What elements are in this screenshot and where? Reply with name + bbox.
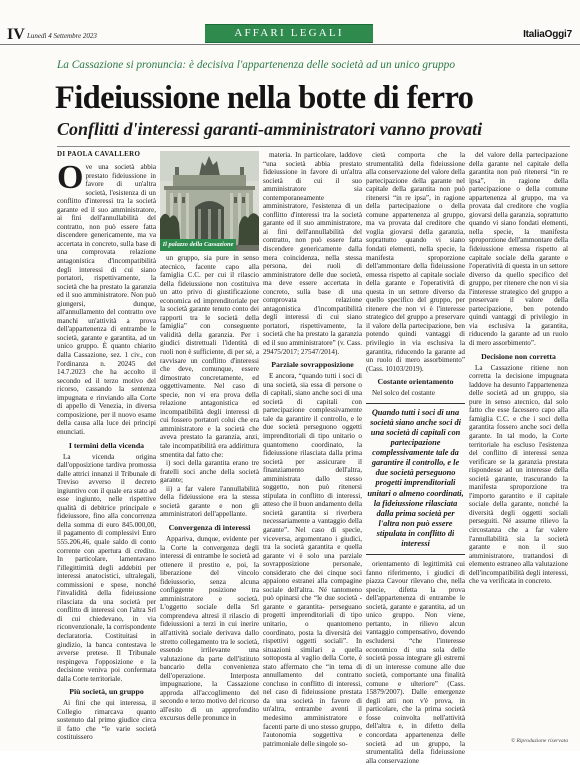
article-paragraph: E ancora, “quando tutti i soci di una società, sia essa di persone o di capitali, siano anche soci di una società di capitali con partecipazione complessivamente tale da garantire il controllo, e le due società perseguono oggetti imprenditoriali di tipo unitario o quantomeno coordinato, la fideiussione rilasciata dalla prima società per assicurare il finanziamento dell'altra, amministrata dallo stesso soggetto, non può ritenersi stipulata in conflitto di interessi, atteso che il buon andamento della società garantita si riverbera necessariamente a vantaggio della garante”. Nel caso di specie, viceversa, argomentano i giudici, tra la società garantita e quella garante vi è solo una parziale sovrapposizione personale, considerato che dei cinque soci appaiono estranei alla compagine sociale dell'altra. Né tantomeno può opinarsi che “le due società -garante e garantita- perseguano progetti imprenditoriali di tipo unitario, o quantomeno coordinato, posta la diversità dei rispettivi oggetti sociali”. In situazioni similari a quella sottoposta al vaglio della Corte, è stato affermato che “in tema di annullamento del contratto concluso in conflitto di interessi, nel caso di fideiussione prestata da una società in favore di un'altra, entrambe aventi il medesimo amministratore e facenti parte di uno stesso gruppo, l'autonomia soggettiva e patrimoniale delle singole so- xyxy=(263,372,362,748)
article-column-2 xyxy=(160,254,259,745)
article-column-4 xyxy=(366,151,465,765)
article-paragraph: i) soci della garantita erano tre fratelli soci anche della società garante; xyxy=(160,459,259,485)
court-building-photo xyxy=(160,151,259,251)
article-column-3 xyxy=(263,151,362,748)
copyright-notice: © Riproduzione riservata xyxy=(510,738,568,744)
lead-paragraph xyxy=(57,159,156,437)
article-paragraph: materia. In particolare, laddove “una società abbia prestato fideiussione in favore di un'altra società di cui il suo amministratore sia contemporaneamente amministratore, l'esistenza di un conflitto d'interessi tra la società garante ed il suo amministratore, ai fini dell'annullabilità del contratto, non può essere fatta discendere genericamente dalla mera coincidenza, nella stessa persona, dei ruoli di amministratore delle due società, ma deve essere accertata in concreto, sulla base di una comprovata relazione antagonistica d'incompatibilità degli interessi di cui siano portatori, rispettivamente, la società che ha prestato la garanzia ed il suo amministratore” (v. Cass. 29475/2017; 27547/2014). xyxy=(263,151,362,356)
article-byline: DI PAOLA CAVALLERO xyxy=(57,150,141,158)
article-column-1 xyxy=(57,150,156,745)
article-paragraph: Ai fini che qui interessa, il Collegio rimarcava quanto sostenuto dal primo giudice circa il fatto che “le varie società costituissero xyxy=(57,699,156,742)
section-subhead: Decisione non corretta xyxy=(481,351,556,361)
photo-caption: Il palazzo della Cassazione xyxy=(160,239,236,251)
lead-paragraph-text: ve una società abbia prestato fideiussione in favore di un'altra società, l'esistenza di un conflitto d'interessi tra la società garante ed il suo amministratore, ai fini dell'annullabilità del contratto, non può essere fatta discendere genericamente, ma va accertata in concreto, sulla base di una comprovata relazione antagonistica d'incompatibilità degli interessi di cui siano portatori, rispettivamente, la società che ha prestato la garanzia ed il suo amministratore. Non può giungersi, dunque, all'annullamento del contratto ove manchi un'attività a prova dell'appartenenza di entrambe le società, garante e garantita, ad un unico gruppo. È quanto chiarito dalla Cassazione, sez. 1 civ., con l'ordinanza n. 20245 del 14.7.2023 che ha accolto il secondo ed il terzo motivo del ricorso, cassando la sentenza impugnata e rinviando alla Corte di appello di Venezia, in diversa composizione, per il nuovo esame della causa alla luce dei principi enunciati. xyxy=(57,163,156,436)
court-building-illustration xyxy=(160,151,259,251)
drop-cap: O xyxy=(57,159,84,196)
pull-quote: Quando tutti i soci di una società siano anche soci di una società di capitali con partecipazione complessivamente tale da garantire il controllo, e le due società perseguono progetti imprenditoriali unitari o almeno coordinati, la fideiussione rilasciata dalla prima società per l'altra non può essere stipulata in conflitto di interessi xyxy=(366,403,465,555)
byline-divider xyxy=(57,146,570,147)
masthead-logo: ItaliaOggi7 xyxy=(523,29,572,40)
page-number: IV xyxy=(7,26,25,43)
article-paragraph: La vicenda origina dall'opposizione tardiva promossa dalle attrici innanzi il Tribunale di Treviso avverso il decreto ingiuntivo con il quale era stato ad esse ingiunto, nelle rispettive qualità di debitrice principale e fideiussore, fino alla concorrenza della somma di euro 845.000,00, il pagamento di complessivi Euro 555.206,46, quale saldo di conto corrente con apertura di credito. In particolare, lamentavano l'illegittimità degli addebiti per interessi anatocistici, ultralegali, commissioni e spese, nonché l'invalidità della fideiussione rilasciata da una società per conflitto di interessi con l'altra Srl di cui chiedevano, in via riconvenzionale, la corrispondente declaratoria. Costituitasi in giudizio, la banca contestava le avverse pretese. Il Tribunale respingeva l'opposizione e la decisione veniva poi confermata dalla Corte territoriale. xyxy=(57,452,156,683)
section-subhead: I termini della vicenda xyxy=(68,440,145,450)
section-subhead: Costante orientamento xyxy=(377,377,454,387)
article-paragraph: ii) a far valere l'annullabilità della fideiussione era la stessa società garante e non gli amministratori dell'appellante. xyxy=(160,484,259,519)
section-subhead: Convergenza di interessi xyxy=(168,522,251,532)
section-subhead: Più società, un gruppo xyxy=(69,687,144,697)
article-paragraph: Appariva, dunque, evidente per la Corte la convergenza degli interessi di entrambe le società ad ottenere il prestito e, poi, la liberazione del vincolo fideiussorio, senza alcuna configgente posizione tra amministratore e società. L'oggetto sociale della Srl comprendeva altresì il rilascio di fideiussioni a terzi in cui inerire all'attività sociale derivava dallo stretto collegamento tra le società, essendo irrilevante una valutazione da parte dell'istituto bancario della convenienza dell'operazione. Interposta impugnazione, la Cassazione approda all'accoglimento del secondo e terzo motivo del ricorso all'esito di un approfondito excursus delle pronunce in xyxy=(160,534,259,723)
section-subhead: Parziale sovrapposizione xyxy=(271,360,354,370)
article-paragraph: Nel solco del costante xyxy=(372,389,435,398)
article-column-5 xyxy=(469,151,568,736)
issue-date: Lunedì 4 Settembre 2023 xyxy=(27,32,97,40)
article-paragraph: La Cassazione ritiene non corretta la decisione impugnata laddove ha desunto l'appartenenza delle società ad un gruppo, sia pure in senso atecnico, dal solo fatto che esse facessero capo alla famiglia C.C. e che i soci della garantita fossero anche soci della garante. In tal modo, la Corte territoriale ha escluso l'esistenza del conflitto di interessi senza verificare se la garanzia prestata rispondesse ad un interesse della società garante, trascurando la manifesta sproporzione tra l'importo garantito e il capitale sociale della garante, nonché la diversità degli oggetti sociali perseguiti. Né assume rilievo la circostanza che a far valere l'annullabilità sia la società garante e non il suo amministratore, trattandosi di elemento estraneo alla valutazione dell'incompatibilità degli interessi, che va verificata in concreto. xyxy=(469,363,568,586)
article-kicker: La Cassazione si pronuncia: è decisiva l'appartenenza delle società ad un unico gruppo xyxy=(57,59,455,71)
article-paragraph: un gruppo, sia pure in senso atecnico, facente capo alla famiglia C.C. per cui il rilascio della fideiussione non costituiva un atto privo di giustificazione economica ed imprenditoriale per la società garante tenuto conto dei rapporti tra le società della famiglia” con conseguente validità della garanzia. Per i giudici distrettuali l'identità di ruoli non è sufficiente, di per sé, a ravvisare un conflitto d'interessi che deve, comunque, essere dimostrato concretamente, ed oggettivamente. Nel caso di specie, non vi era prova della relazione antagonistica ed incompatibilità degli interessi di cui fossero portatori colui che era amministratore e la società che aveva prestato la garanzia, anzi, tale incompatibilità era addirittura smentita dal fatto che: xyxy=(160,254,259,459)
article-paragraph: del valore della partecipazione della garante nel capitale della garantita non può ritenersi “in re ipsa”, in ragione della partecipazione o della comune appartenenza al gruppo, ma va provata dal creditore che voglia giovarsi della garanzia, soprattutto quando vi siano fondati elementi, nella specie, la manifesta sproporzione dell'ammontare della fideiussione emessa rispetto al capitale sociale della garante e l'operatività di questa in un settore diverso da quello specifico del gruppo, per ritenere che non vi sia l'interesse strategico del gruppo a preservare il valore della partecipazione, ben potendo quindi vantaggi di privilegio in via esclusiva la garantita, riducendo la garante ad un ruolo di mero assorbimento”. xyxy=(469,151,568,348)
section-banner: AFFARI LEGALI xyxy=(205,24,373,43)
article-paragraph: cietà comporta che la strumentalità della fideiussione alla conservazione del valore della partecipazione della garante nel capitale della garantita non può ritenersi “in re ipsa”, in ragione della partecipazione o della comune appartenenza al gruppo, ma va provata dal creditore che voglia giovarsi della garanzia, soprattutto quando vi siano fondati elementi, nella specie, la manifesta sproporzione dell'ammontare della fideiussione emessa rispetto al capitale sociale della garante e l'operatività di questa in un settore diverso da quello specifico del gruppo, per ritenere che non vi è l'interesse strategico del gruppo a preservare il valore della partecipazione, ben potendo quindi vantaggi di privilegio in via esclusiva la garantita, riducendo la garante ad un ruolo di mero assorbimento” (Cass. 10103/2019). xyxy=(366,151,465,373)
article-deck: Conflitti d'interessi garanti-amministratori vanno provati xyxy=(57,119,483,139)
article-paragraph: orientamento di legittimità cui fanno riferimento, i giudici di piazza Cavour rilevano che, nella specie, difetta la prova dell'appartenenza di entrambe le società, garante e garantita, ad un unico gruppo. Non viene, pertanto, in rilievo alcun vantaggio compensativo, dovendo escludersi “che l'interesse economico di una sola delle società possa integrare gli estremi di un interesse comune alle due società, comportante una finalità comune e ulteriore” (Cass. 15879/2007). Dalle emergenze degli atti non v'è prova, in particolare, che la prima società fosse coinvolta nell'attività dell'altra e, in difetto della concordata appartenenza delle società ad un gruppo, la strumentalità della fideiussione alla conservazione xyxy=(366,560,465,765)
article-headline: Fideiussione nella botte di ferro xyxy=(55,80,474,116)
header-divider xyxy=(0,44,580,45)
